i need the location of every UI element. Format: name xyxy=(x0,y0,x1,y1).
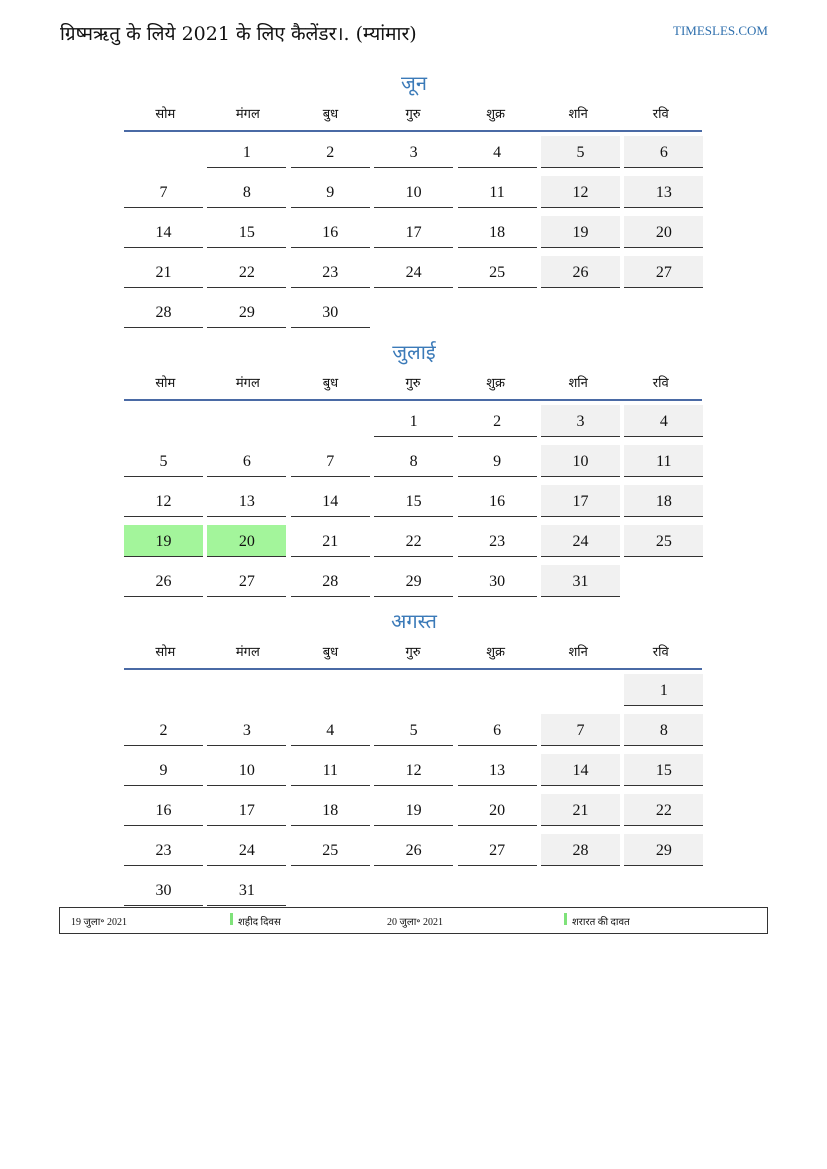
day-cell[interactable]: 28 xyxy=(291,565,370,597)
weekday-label: मंगल xyxy=(235,376,260,391)
week-row xyxy=(122,754,706,790)
day-cell[interactable]: 4 xyxy=(291,714,370,746)
month-block xyxy=(122,337,706,601)
day-cell[interactable]: 4 xyxy=(458,136,537,168)
day-cell[interactable]: 20 xyxy=(207,525,286,557)
week-row xyxy=(122,485,706,521)
day-cell[interactable]: 25 xyxy=(624,525,703,557)
day-cell[interactable]: 18 xyxy=(458,216,537,248)
month-name: जुलाई xyxy=(392,340,436,364)
legend-date: 19 जुला॰ 2021 xyxy=(71,917,128,928)
day-cell[interactable]: 6 xyxy=(624,136,703,168)
day-cell[interactable]: 2 xyxy=(458,405,537,437)
empty-day-cell xyxy=(458,296,537,328)
day-cell[interactable]: 29 xyxy=(207,296,286,328)
day-cell[interactable]: 26 xyxy=(541,256,620,288)
day-cell[interactable]: 12 xyxy=(124,485,203,517)
day-cell[interactable]: 3 xyxy=(207,714,286,746)
weekday-header xyxy=(124,101,702,132)
day-cell[interactable]: 7 xyxy=(291,445,370,477)
weekday-label: सोम xyxy=(155,376,176,391)
weekday-label: बुध xyxy=(322,107,339,122)
day-cell[interactable]: 28 xyxy=(541,834,620,866)
legend-date: 20 जुला॰ 2021 xyxy=(387,917,444,928)
day-cell[interactable]: 1 xyxy=(374,405,453,437)
day-cell[interactable]: 5 xyxy=(541,136,620,168)
day-cell[interactable]: 18 xyxy=(291,794,370,826)
week-row xyxy=(122,674,706,710)
day-cell[interactable]: 27 xyxy=(458,834,537,866)
day-cell[interactable]: 30 xyxy=(124,874,203,906)
day-cell[interactable]: 4 xyxy=(624,405,703,437)
day-cell[interactable]: 3 xyxy=(541,405,620,437)
day-cell[interactable]: 19 xyxy=(124,525,203,557)
day-cell[interactable]: 26 xyxy=(374,834,453,866)
day-cell[interactable]: 22 xyxy=(374,525,453,557)
day-cell[interactable]: 24 xyxy=(541,525,620,557)
day-cell[interactable]: 8 xyxy=(624,714,703,746)
week-row xyxy=(122,565,706,601)
day-cell[interactable]: 27 xyxy=(207,565,286,597)
weekday-label: मंगल xyxy=(235,645,260,660)
day-cell[interactable]: 2 xyxy=(291,136,370,168)
day-cell[interactable]: 24 xyxy=(207,834,286,866)
day-cell[interactable]: 22 xyxy=(207,256,286,288)
empty-day-cell xyxy=(207,405,286,437)
holiday-legend xyxy=(59,907,768,934)
day-cell[interactable]: 17 xyxy=(541,485,620,517)
day-cell[interactable]: 20 xyxy=(624,216,703,248)
day-cell[interactable]: 21 xyxy=(124,256,203,288)
day-cell[interactable]: 21 xyxy=(541,794,620,826)
day-cell[interactable]: 15 xyxy=(624,754,703,786)
empty-day-cell xyxy=(374,674,453,706)
day-cell[interactable]: 1 xyxy=(624,674,703,706)
weekday-label: सोम xyxy=(155,645,176,660)
day-cell[interactable]: 10 xyxy=(374,176,453,208)
day-cell[interactable]: 30 xyxy=(458,565,537,597)
empty-day-cell xyxy=(541,674,620,706)
month-name: अगस्त xyxy=(391,609,437,633)
day-cell[interactable]: 10 xyxy=(541,445,620,477)
week-row xyxy=(122,256,706,292)
day-cell[interactable]: 1 xyxy=(207,136,286,168)
weekday-label: शुक्र xyxy=(486,107,506,122)
weekday-label: रवि xyxy=(652,107,669,122)
empty-day-cell xyxy=(541,296,620,328)
day-cell[interactable]: 23 xyxy=(458,525,537,557)
day-cell[interactable]: 30 xyxy=(291,296,370,328)
week-row xyxy=(122,296,706,332)
day-cell[interactable]: 31 xyxy=(207,874,286,906)
empty-day-cell xyxy=(207,674,286,706)
weekday-label: गुरु xyxy=(405,645,421,660)
week-row xyxy=(122,176,706,212)
week-row xyxy=(122,216,706,252)
day-cell[interactable]: 14 xyxy=(541,754,620,786)
day-cell[interactable]: 10 xyxy=(207,754,286,786)
day-cell[interactable]: 25 xyxy=(458,256,537,288)
day-cell[interactable]: 17 xyxy=(207,794,286,826)
day-cell[interactable]: 11 xyxy=(624,445,703,477)
legend-holiday-name: शहीद दिवस xyxy=(238,917,281,928)
day-cell[interactable]: 9 xyxy=(124,754,203,786)
day-cell[interactable]: 18 xyxy=(624,485,703,517)
day-cell[interactable]: 27 xyxy=(624,256,703,288)
weekday-label: गुरु xyxy=(405,107,421,122)
day-cell[interactable]: 6 xyxy=(458,714,537,746)
weekday-label: शनि xyxy=(568,376,588,391)
day-cell[interactable]: 8 xyxy=(374,445,453,477)
week-row xyxy=(122,794,706,830)
day-cell[interactable]: 14 xyxy=(291,485,370,517)
day-cell[interactable]: 31 xyxy=(541,565,620,597)
weekday-label: शुक्र xyxy=(486,376,506,391)
day-cell[interactable]: 23 xyxy=(291,256,370,288)
day-cell[interactable]: 16 xyxy=(458,485,537,517)
week-row xyxy=(122,834,706,870)
day-cell[interactable]: 3 xyxy=(374,136,453,168)
week-row xyxy=(122,714,706,750)
empty-day-cell xyxy=(458,874,537,906)
day-cell[interactable]: 24 xyxy=(374,256,453,288)
site-link[interactable]: TIMESLES.COM xyxy=(673,23,768,38)
weekday-label: रवि xyxy=(652,645,669,660)
day-cell[interactable]: 7 xyxy=(541,714,620,746)
weekday-label: बुध xyxy=(322,376,339,391)
day-cell[interactable]: 13 xyxy=(207,485,286,517)
day-cell[interactable]: 28 xyxy=(124,296,203,328)
day-cell[interactable]: 19 xyxy=(374,794,453,826)
day-cell[interactable]: 26 xyxy=(124,565,203,597)
weekday-label: रवि xyxy=(652,376,669,391)
month-block xyxy=(122,606,706,910)
weekday-label: शनि xyxy=(568,645,588,660)
empty-day-cell xyxy=(124,674,203,706)
empty-day-cell xyxy=(291,874,370,906)
empty-day-cell xyxy=(541,874,620,906)
day-cell[interactable]: 19 xyxy=(541,216,620,248)
empty-day-cell xyxy=(624,296,703,328)
day-cell[interactable]: 11 xyxy=(458,176,537,208)
week-row xyxy=(122,405,706,441)
day-cell[interactable]: 14 xyxy=(124,216,203,248)
weekday-label: बुध xyxy=(322,645,339,660)
day-cell[interactable]: 29 xyxy=(624,834,703,866)
day-cell[interactable]: 15 xyxy=(207,216,286,248)
day-cell[interactable]: 9 xyxy=(458,445,537,477)
day-cell[interactable]: 9 xyxy=(291,176,370,208)
day-cell[interactable]: 15 xyxy=(374,485,453,517)
weekday-header xyxy=(124,370,702,401)
day-cell[interactable]: 13 xyxy=(624,176,703,208)
weekday-header xyxy=(124,639,702,670)
holiday-marker xyxy=(564,913,567,925)
day-cell[interactable]: 20 xyxy=(458,794,537,826)
day-cell[interactable]: 17 xyxy=(374,216,453,248)
empty-day-cell xyxy=(291,674,370,706)
empty-day-cell xyxy=(458,674,537,706)
empty-day-cell xyxy=(124,136,203,168)
day-cell[interactable]: 25 xyxy=(291,834,370,866)
holiday-marker xyxy=(230,913,233,925)
day-cell[interactable]: 5 xyxy=(374,714,453,746)
empty-day-cell xyxy=(624,874,703,906)
legend-holiday-name: शरारत की दावत xyxy=(572,917,630,928)
weekday-label: मंगल xyxy=(235,107,260,122)
weekday-label: गुरु xyxy=(405,376,421,391)
weekday-label: सोम xyxy=(155,107,176,122)
day-cell[interactable]: 5 xyxy=(124,445,203,477)
empty-day-cell xyxy=(291,405,370,437)
day-cell[interactable]: 13 xyxy=(458,754,537,786)
empty-day-cell xyxy=(624,565,703,597)
weekday-label: शुक्र xyxy=(486,645,506,660)
day-cell[interactable]: 29 xyxy=(374,565,453,597)
week-row xyxy=(122,525,706,561)
month-block xyxy=(122,68,706,332)
day-cell[interactable]: 2 xyxy=(124,714,203,746)
day-cell[interactable]: 22 xyxy=(624,794,703,826)
empty-day-cell xyxy=(124,405,203,437)
day-cell[interactable]: 6 xyxy=(207,445,286,477)
empty-day-cell xyxy=(374,874,453,906)
day-cell[interactable]: 16 xyxy=(124,794,203,826)
empty-day-cell xyxy=(374,296,453,328)
week-row xyxy=(122,445,706,481)
day-cell[interactable]: 7 xyxy=(124,176,203,208)
day-cell[interactable]: 11 xyxy=(291,754,370,786)
week-row xyxy=(122,136,706,172)
day-cell[interactable]: 8 xyxy=(207,176,286,208)
day-cell[interactable]: 12 xyxy=(374,754,453,786)
day-cell[interactable]: 23 xyxy=(124,834,203,866)
week-row xyxy=(122,874,706,910)
month-name: जून xyxy=(401,71,427,95)
day-cell[interactable]: 16 xyxy=(291,216,370,248)
day-cell[interactable]: 12 xyxy=(541,176,620,208)
day-cell[interactable]: 21 xyxy=(291,525,370,557)
page-title: ग्रिष्मऋतु के लिये 2021 के लिए कैलेंडर।. (म्यांमार) xyxy=(60,23,417,45)
weekday-label: शनि xyxy=(568,107,588,122)
